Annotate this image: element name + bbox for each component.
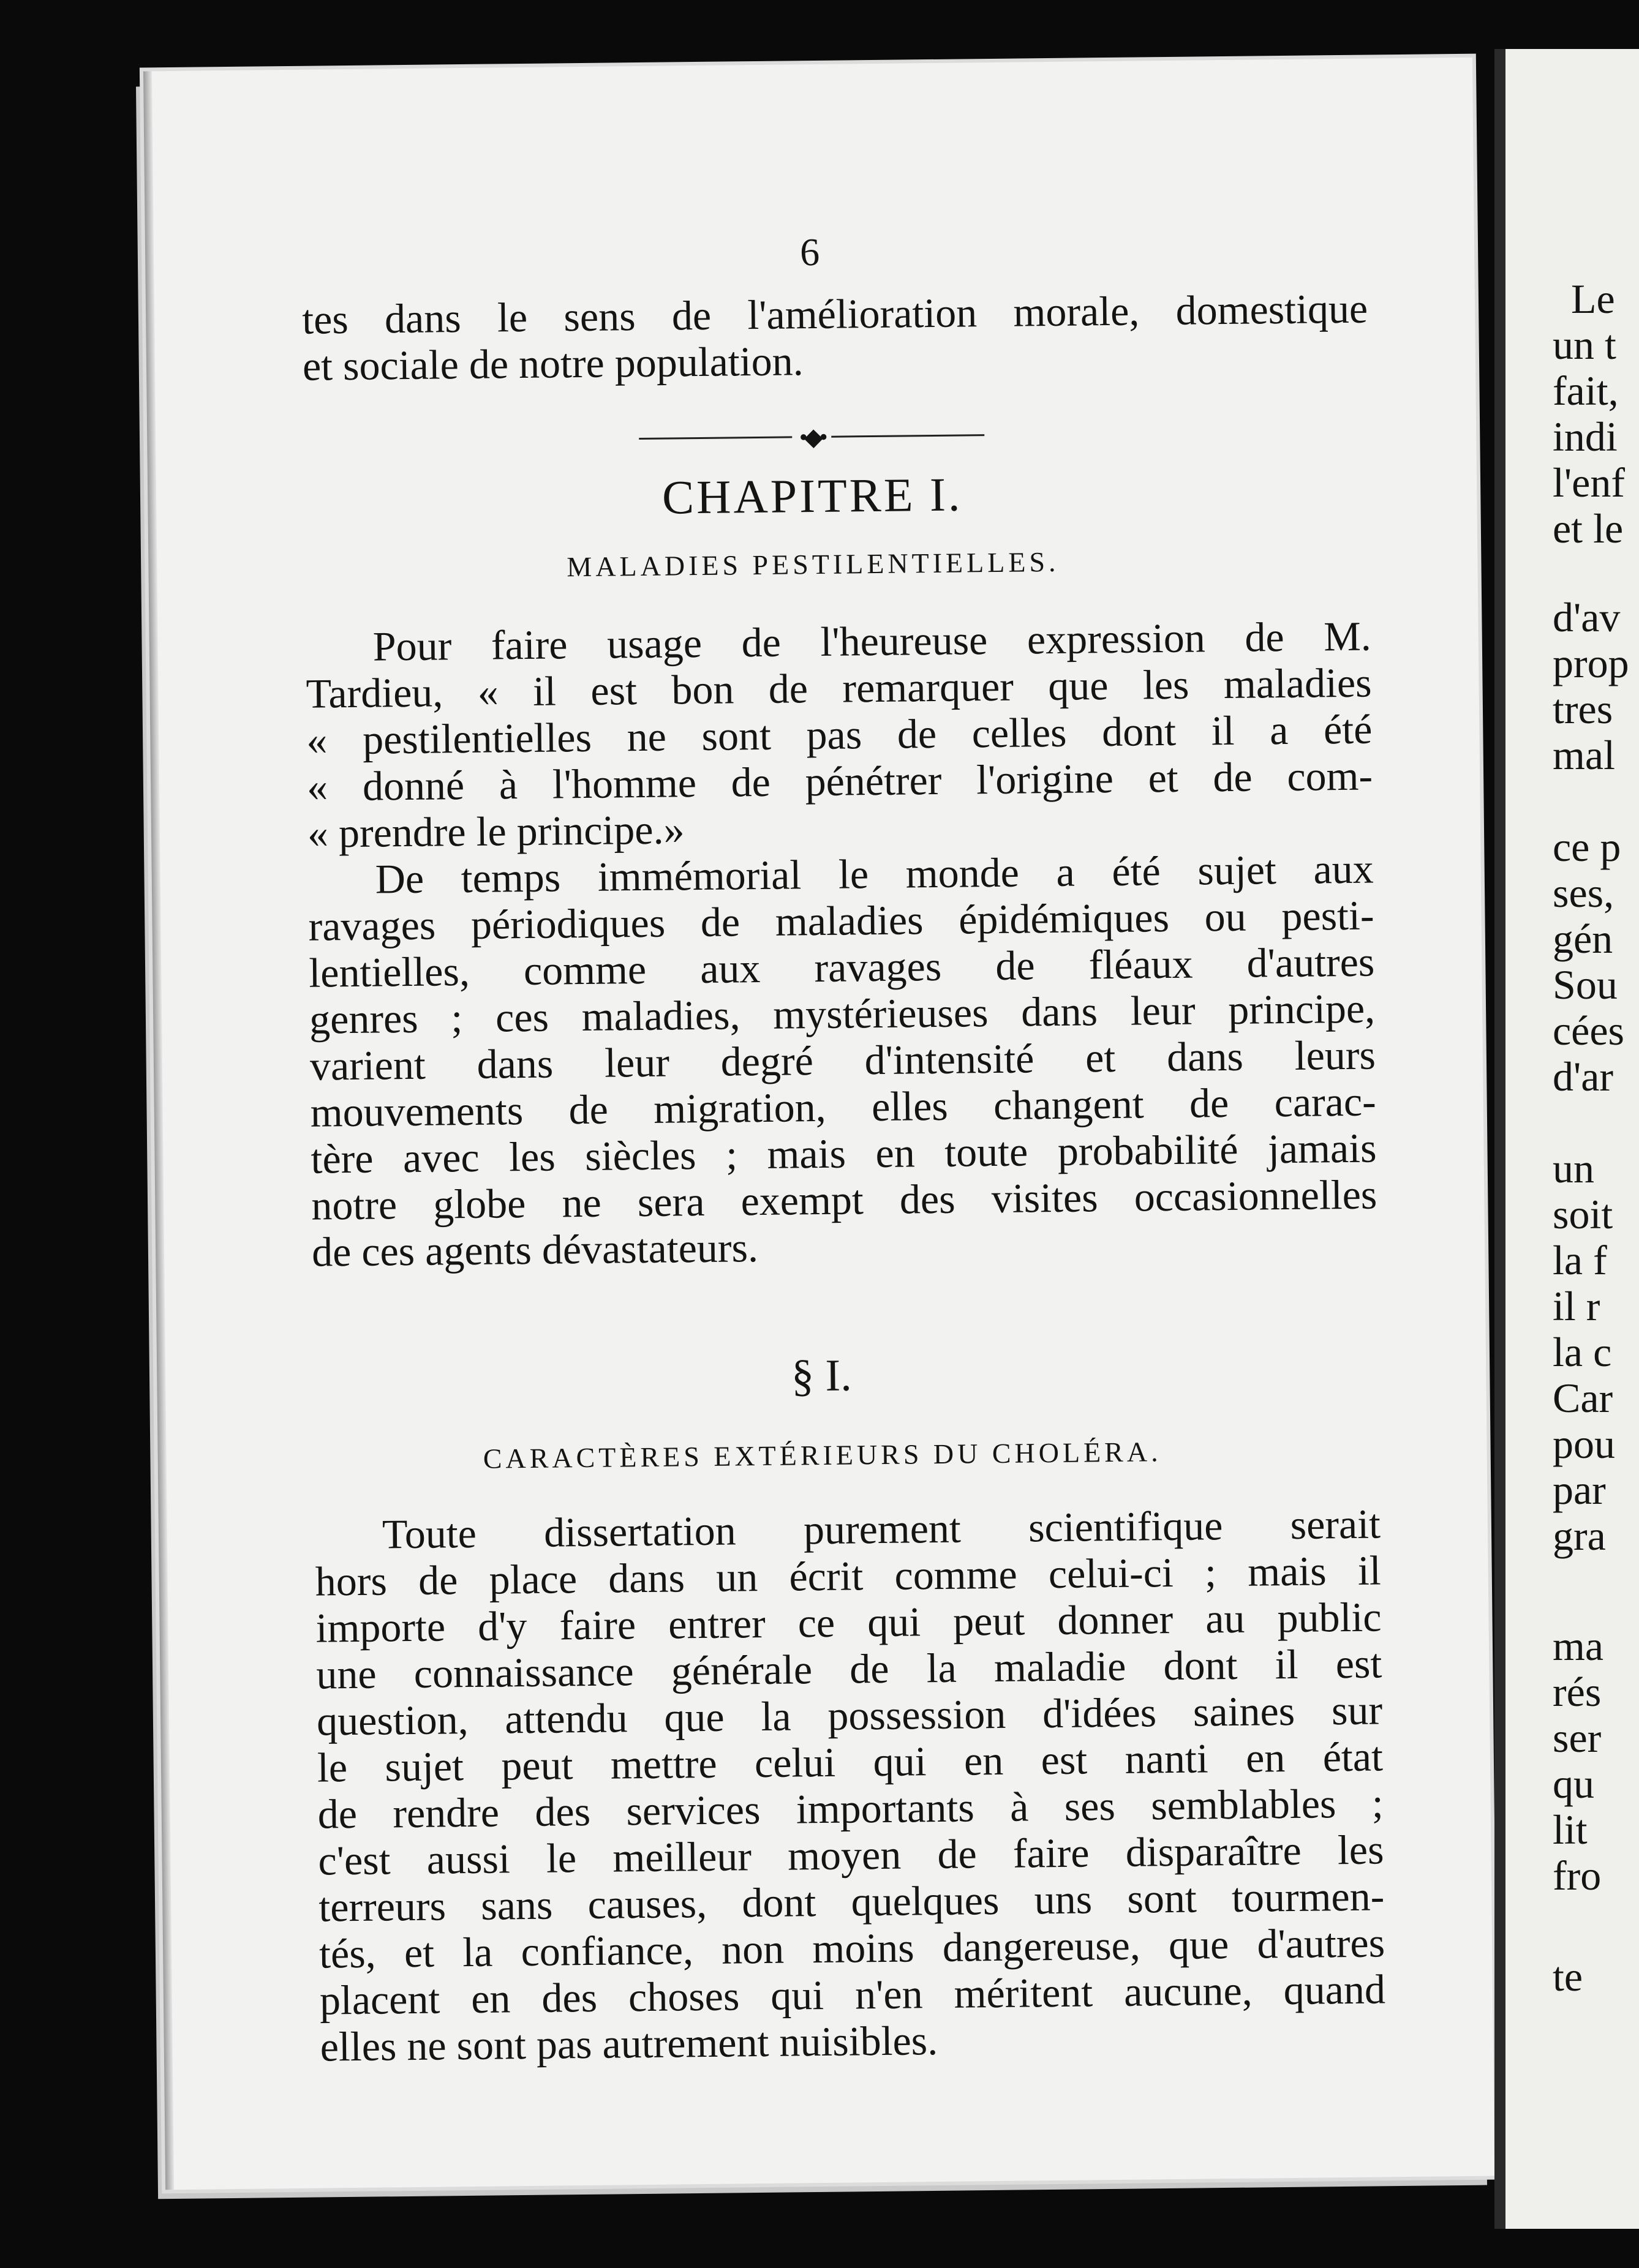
text-fragment: Sou bbox=[1553, 961, 1618, 1008]
text-fragment: la f bbox=[1553, 1237, 1607, 1283]
text-fragment: un bbox=[1553, 1145, 1594, 1192]
text-fragment: gén bbox=[1553, 915, 1613, 962]
text-line: varient dans leur degré d'intensité et dans leurs bbox=[309, 1031, 1376, 1089]
paragraph-3 bbox=[315, 1500, 1386, 2070]
text-fragment: ce p bbox=[1553, 824, 1621, 870]
text-line: elles ne sont pas autrement nuisibles. bbox=[320, 2017, 938, 2070]
text-fragment: fro bbox=[1553, 1852, 1602, 1899]
text-fragment: la c bbox=[1553, 1329, 1612, 1375]
text-fragment: gra bbox=[1553, 1512, 1606, 1559]
ornamental-divider bbox=[147, 418, 1476, 456]
text-fragment: fait, bbox=[1553, 367, 1619, 414]
text-line: c'est aussi le meilleur moyen de faire disparaître les bbox=[318, 1826, 1384, 1884]
text-line: notre globe ne sera exempt des visites occasionnelles bbox=[311, 1171, 1377, 1229]
chapter-subtitle: MALADIES PESTILENTIELLES. bbox=[567, 546, 1060, 583]
text-line: de rendre des services importants à ses semblables ; bbox=[317, 1779, 1384, 1838]
opening-text bbox=[302, 285, 1368, 389]
text-fragment: ses, bbox=[1553, 869, 1615, 916]
text-fragment: d'ar bbox=[1553, 1053, 1614, 1100]
text-fragment: ma bbox=[1553, 1623, 1604, 1669]
text-fragment: Car bbox=[1553, 1375, 1613, 1421]
text-fragment: qu bbox=[1553, 1760, 1594, 1807]
text-fragment: d'av bbox=[1553, 594, 1621, 640]
text-fragment: lit bbox=[1553, 1806, 1588, 1853]
text-line: ravages périodiques de maladies épidémiques ou pesti- bbox=[308, 892, 1374, 950]
text-fragment: te bbox=[1553, 1953, 1583, 2000]
text-fragment: soit bbox=[1553, 1191, 1613, 1237]
text-fragment: mal bbox=[1553, 732, 1615, 778]
text-line: de ces agents dévastateurs. bbox=[311, 1224, 759, 1275]
text-line: Tardieu, « il est bon de remarquer que les maladies bbox=[306, 659, 1372, 717]
right-page-text bbox=[1553, 49, 1639, 2000]
text-line: le sujet peut mettre celui qui en est nanti en état bbox=[317, 1733, 1384, 1791]
divider-ornament: •◆• bbox=[799, 422, 824, 451]
text-line: « pestilentielles ne sont pas de celles dont il a été bbox=[306, 705, 1373, 764]
section-title: § I. bbox=[791, 1350, 853, 1402]
text-fragment: il r bbox=[1553, 1283, 1600, 1329]
paragraph-1 bbox=[305, 613, 1373, 857]
text-fragment: prop bbox=[1553, 640, 1629, 686]
text-fragment: cées bbox=[1553, 1007, 1625, 1054]
text-line: mouvements de migration, elles changent de carac- bbox=[310, 1078, 1377, 1136]
text-line: genres ; ces maladies, mystérieuses dans leur principe, bbox=[309, 985, 1376, 1043]
text-line: hors de place dans un écrit comme celui-ci ; mais il bbox=[315, 1547, 1382, 1605]
book-page-left bbox=[143, 58, 1494, 2190]
text-line: une connaissance générale de la maladie dont il est bbox=[315, 1640, 1382, 1698]
text-line: terreurs sans causes, dont quelques uns sont tourmen- bbox=[318, 1872, 1385, 1931]
chapter-title: CHAPITRE I. bbox=[661, 467, 963, 524]
text-line: « prendre le principe.» bbox=[307, 806, 685, 857]
page-number: 6 bbox=[799, 230, 820, 274]
text-line: De temps immémorial le monde a été sujet aux bbox=[375, 845, 1374, 903]
text-line: importe d'y faire entrer ce qui peut donner au public bbox=[315, 1593, 1382, 1651]
text-line: et sociale de notre population. bbox=[302, 337, 804, 389]
text-fragment: rés bbox=[1553, 1669, 1602, 1715]
text-line: placent en des choses qui n'en méritent aucune, quand bbox=[319, 1966, 1386, 2024]
text-fragment: Le bbox=[1571, 276, 1615, 322]
text-line: tes dans le sens de l'amélioration morale, domestique bbox=[301, 285, 1368, 343]
text-line: Toute dissertation purement scientifique serait bbox=[382, 1500, 1381, 1558]
text-fragment: indi bbox=[1553, 413, 1618, 460]
section-subtitle: CARACTÈRES EXTÉRIEURS DU CHOLÉRA. bbox=[483, 1436, 1162, 1474]
book-page-right-fragment bbox=[1494, 49, 1639, 2229]
text-line: « donné à l'homme de pénétrer l'origine et de com- bbox=[306, 752, 1373, 810]
text-line: tés, et la confiance, non moins dangereuse, que d'autres bbox=[318, 1919, 1385, 1977]
text-line: tère avec les siècles ; mais en toute probabilité jamais bbox=[311, 1124, 1377, 1182]
text-fragment: et le bbox=[1553, 505, 1624, 552]
text-fragment: tres bbox=[1553, 686, 1613, 732]
divider-rule bbox=[639, 436, 792, 440]
text-line: Pour faire usage de l'heureuse expression de M. bbox=[372, 612, 1372, 670]
text-line: question, attendu que la possession d'idées saines sur bbox=[316, 1686, 1383, 1744]
page-gutter bbox=[1494, 49, 1505, 2229]
text-fragment: ser bbox=[1553, 1714, 1602, 1761]
text-fragment: un t bbox=[1553, 321, 1616, 368]
paragraph-2 bbox=[307, 845, 1377, 1275]
divider-rule bbox=[832, 434, 985, 438]
text-line: lentielles, comme aux ravages de fléaux d'autres bbox=[308, 938, 1375, 996]
text-fragment: par bbox=[1553, 1466, 1606, 1513]
text-fragment: l'enf bbox=[1553, 459, 1625, 506]
text-fragment: pou bbox=[1553, 1421, 1615, 1467]
